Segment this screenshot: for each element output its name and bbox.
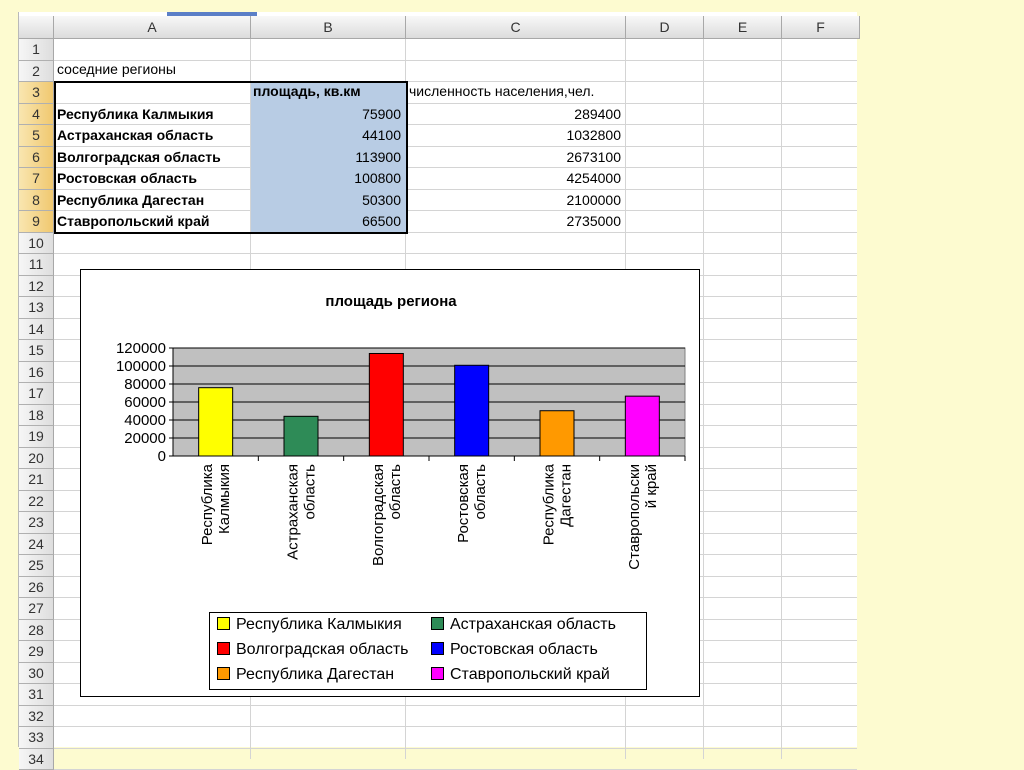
cell-region[interactable]: Республика Дагестан	[57, 190, 251, 211]
bar	[540, 411, 574, 456]
bar	[199, 388, 233, 456]
column-header-f[interactable]: F	[782, 16, 860, 39]
row-header[interactable]: 23	[19, 512, 54, 534]
row-header[interactable]: 18	[19, 405, 54, 427]
row-gridline	[54, 705, 857, 706]
cell-a2[interactable]: соседние регионы	[57, 59, 247, 80]
x-tick-label-line: область	[472, 464, 489, 520]
y-tick-label: 40000	[124, 412, 166, 429]
selection-border	[54, 81, 408, 234]
x-tick-label-line: Ставропольски	[626, 464, 643, 570]
row-header[interactable]: 25	[19, 555, 54, 577]
cell-region[interactable]: Волгоградская область	[57, 147, 251, 168]
row-header[interactable]: 20	[19, 448, 54, 470]
column-header-a[interactable]: A	[54, 16, 251, 39]
cell-population[interactable]: 4254000	[409, 168, 621, 189]
row-header[interactable]: 14	[19, 319, 54, 341]
row-gridline	[54, 253, 857, 254]
x-tick-label-line: Ростовская	[455, 464, 472, 543]
legend-label: Волгоградская область	[236, 641, 409, 658]
row-header[interactable]: 31	[19, 684, 54, 706]
legend-label: Астраханская область	[450, 616, 616, 633]
column-header-c[interactable]: C	[406, 16, 626, 39]
row-header[interactable]: 3	[19, 82, 54, 104]
legend-item[interactable]	[217, 615, 402, 635]
y-tick-label: 0	[158, 448, 166, 465]
row-header[interactable]: 2	[19, 61, 54, 83]
row-gridline	[54, 748, 857, 749]
row-header[interactable]: 15	[19, 340, 54, 362]
x-tick-label-line: Республика	[199, 463, 216, 545]
cell-population[interactable]: 1032800	[409, 125, 621, 146]
chart-legend[interactable]	[209, 612, 647, 690]
row-header[interactable]: 8	[19, 190, 54, 212]
row-header[interactable]: 17	[19, 383, 54, 405]
cell-region[interactable]: Астраханская область	[57, 125, 251, 146]
legend-item[interactable]	[431, 665, 610, 685]
row-header[interactable]: 5	[19, 125, 54, 147]
column-header-d[interactable]: D	[626, 16, 704, 39]
bar	[455, 365, 489, 456]
legend-swatch	[431, 617, 444, 630]
row-header[interactable]: 9	[19, 211, 54, 233]
cell-area[interactable]: 113900	[253, 147, 401, 168]
chart-title: площадь региона	[325, 293, 457, 310]
x-tick-label	[199, 463, 233, 545]
chart[interactable]	[80, 269, 700, 697]
cell-b3[interactable]: площадь, кв.км	[253, 81, 405, 102]
legend-label: Республика Калмыкия	[236, 616, 402, 633]
x-tick-label-line: область	[302, 464, 319, 520]
y-tick-label: 20000	[124, 430, 166, 447]
row-header[interactable]: 1	[19, 39, 54, 61]
row-header[interactable]: 33	[19, 727, 54, 749]
row-header[interactable]: 21	[19, 469, 54, 491]
y-tick-label: 60000	[124, 394, 166, 411]
row-gridline	[54, 726, 857, 727]
row-header[interactable]: 24	[19, 534, 54, 556]
row-header[interactable]: 7	[19, 168, 54, 190]
row-header[interactable]: 28	[19, 620, 54, 642]
row-header[interactable]: 30	[19, 663, 54, 685]
cell-population[interactable]: 2100000	[409, 190, 621, 211]
legend-item[interactable]	[431, 615, 616, 635]
legend-swatch	[217, 642, 230, 655]
column-gridline	[703, 39, 704, 759]
bar	[625, 396, 659, 456]
x-tick-label	[626, 464, 660, 570]
cell-area[interactable]: 66500	[253, 211, 401, 232]
legend-item[interactable]	[431, 640, 598, 660]
cell-region[interactable]: Ростовская область	[57, 168, 251, 189]
column-headers	[19, 16, 857, 39]
column-header-b[interactable]: B	[251, 16, 406, 39]
x-tick-label-line: Астраханская	[285, 464, 302, 560]
legend-swatch	[431, 667, 444, 680]
cell-area[interactable]: 75900	[253, 104, 401, 125]
x-tick-label	[541, 463, 575, 545]
x-tick-label-line: Калмыкия	[216, 464, 233, 534]
bar	[369, 353, 403, 456]
row-header[interactable]: 4	[19, 104, 54, 126]
row-header[interactable]: 27	[19, 598, 54, 620]
x-tick-label-line: Волгоградская	[370, 464, 387, 566]
row-header[interactable]: 32	[19, 706, 54, 728]
row-header[interactable]: 16	[19, 362, 54, 384]
y-tick-label: 120000	[116, 340, 166, 357]
x-tick-label	[455, 464, 489, 543]
legend-label: Республика Дагестан	[236, 666, 394, 683]
y-tick-label: 80000	[124, 376, 166, 393]
x-tick-label	[370, 464, 404, 566]
row-header[interactable]: 10	[19, 233, 54, 255]
legend-swatch	[431, 642, 444, 655]
legend-swatch	[217, 667, 230, 680]
cell-area[interactable]: 50300	[253, 190, 401, 211]
cell-area[interactable]: 44100	[253, 125, 401, 146]
cell-population[interactable]: 2735000	[409, 211, 621, 232]
cell-c3[interactable]: численность населения,чел.	[409, 81, 649, 102]
legend-label: Ростовская область	[450, 641, 598, 658]
legend-item[interactable]	[217, 640, 409, 660]
row-header[interactable]: 12	[19, 276, 54, 298]
row-header[interactable]: 19	[19, 426, 54, 448]
row-header[interactable]: 22	[19, 491, 54, 513]
column-gridline	[781, 39, 782, 759]
cell-area[interactable]: 100800	[253, 168, 401, 189]
cell-region[interactable]: Республика Калмыкия	[57, 104, 251, 125]
row-header[interactable]: 29	[19, 641, 54, 663]
cell-population[interactable]: 2673100	[409, 147, 621, 168]
y-tick-label: 100000	[116, 358, 166, 375]
row-header[interactable]: 6	[19, 147, 54, 169]
cell-population[interactable]: 289400	[409, 104, 621, 125]
column-header-e[interactable]: E	[704, 16, 782, 39]
bar	[284, 416, 318, 456]
row-header[interactable]: 26	[19, 577, 54, 599]
legend-label: Ставропольский край	[450, 666, 610, 683]
x-tick-label-line: Республика	[541, 463, 558, 545]
row-header[interactable]: 13	[19, 297, 54, 319]
row-header[interactable]: 11	[19, 254, 54, 276]
x-tick-label-line: Дагестан	[558, 464, 575, 527]
legend-swatch	[217, 617, 230, 630]
row-header[interactable]: 34	[19, 749, 54, 770]
x-tick-label	[285, 464, 319, 560]
legend-item[interactable]	[217, 665, 394, 685]
cell-region[interactable]: Ставропольский край	[57, 211, 251, 232]
x-tick-label-line: область	[387, 464, 404, 520]
x-tick-label-line: й край	[643, 464, 660, 508]
